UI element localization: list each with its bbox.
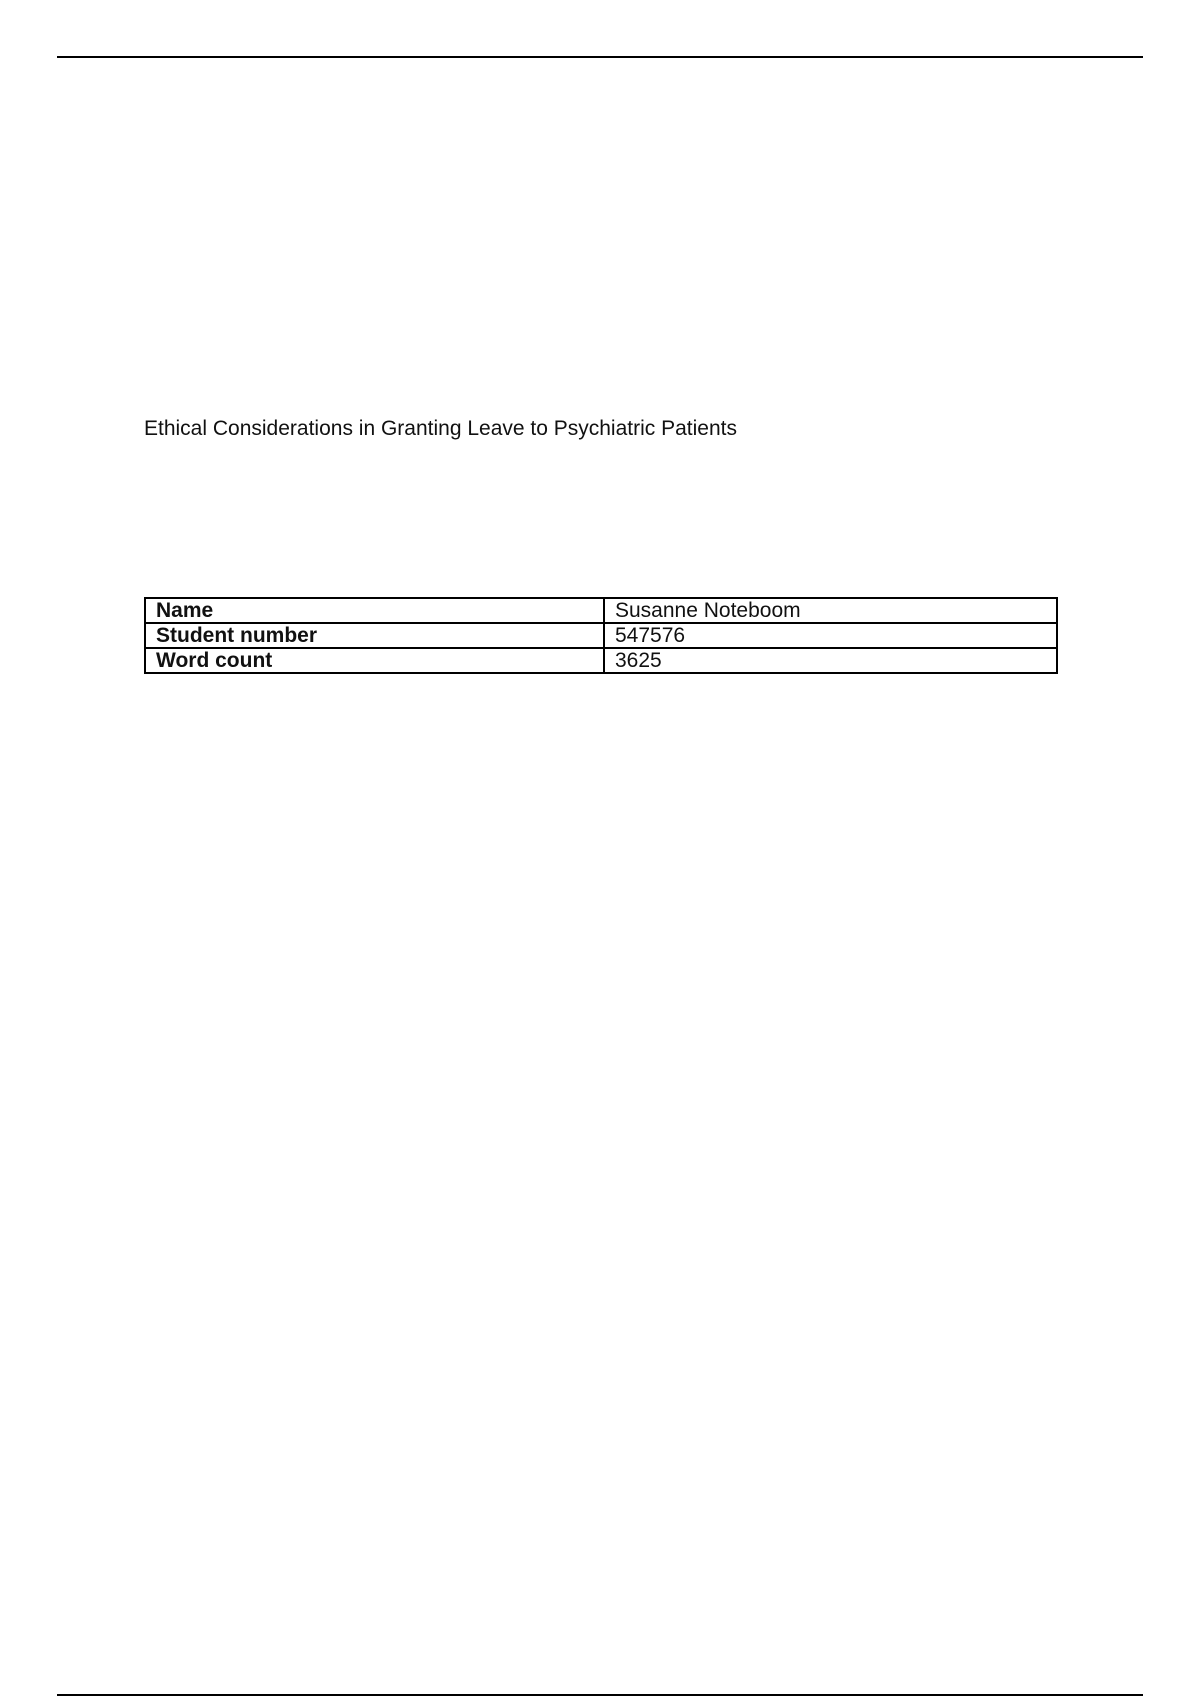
row-label: Name (145, 598, 604, 623)
header-rule (57, 56, 1143, 58)
table-row (145, 648, 1057, 673)
row-value: 3625 (604, 648, 1057, 673)
row-label: Student number (145, 623, 604, 648)
table-row (145, 623, 1057, 648)
student-info-table (144, 597, 1058, 674)
row-label: Word count (145, 648, 604, 673)
row-value: 547576 (604, 623, 1057, 648)
document-title: Ethical Considerations in Granting Leave to Psychiatric Patients (144, 417, 737, 440)
footer-rule (57, 1694, 1143, 1696)
row-value: Susanne Noteboom (604, 598, 1057, 623)
table-row (145, 598, 1057, 623)
